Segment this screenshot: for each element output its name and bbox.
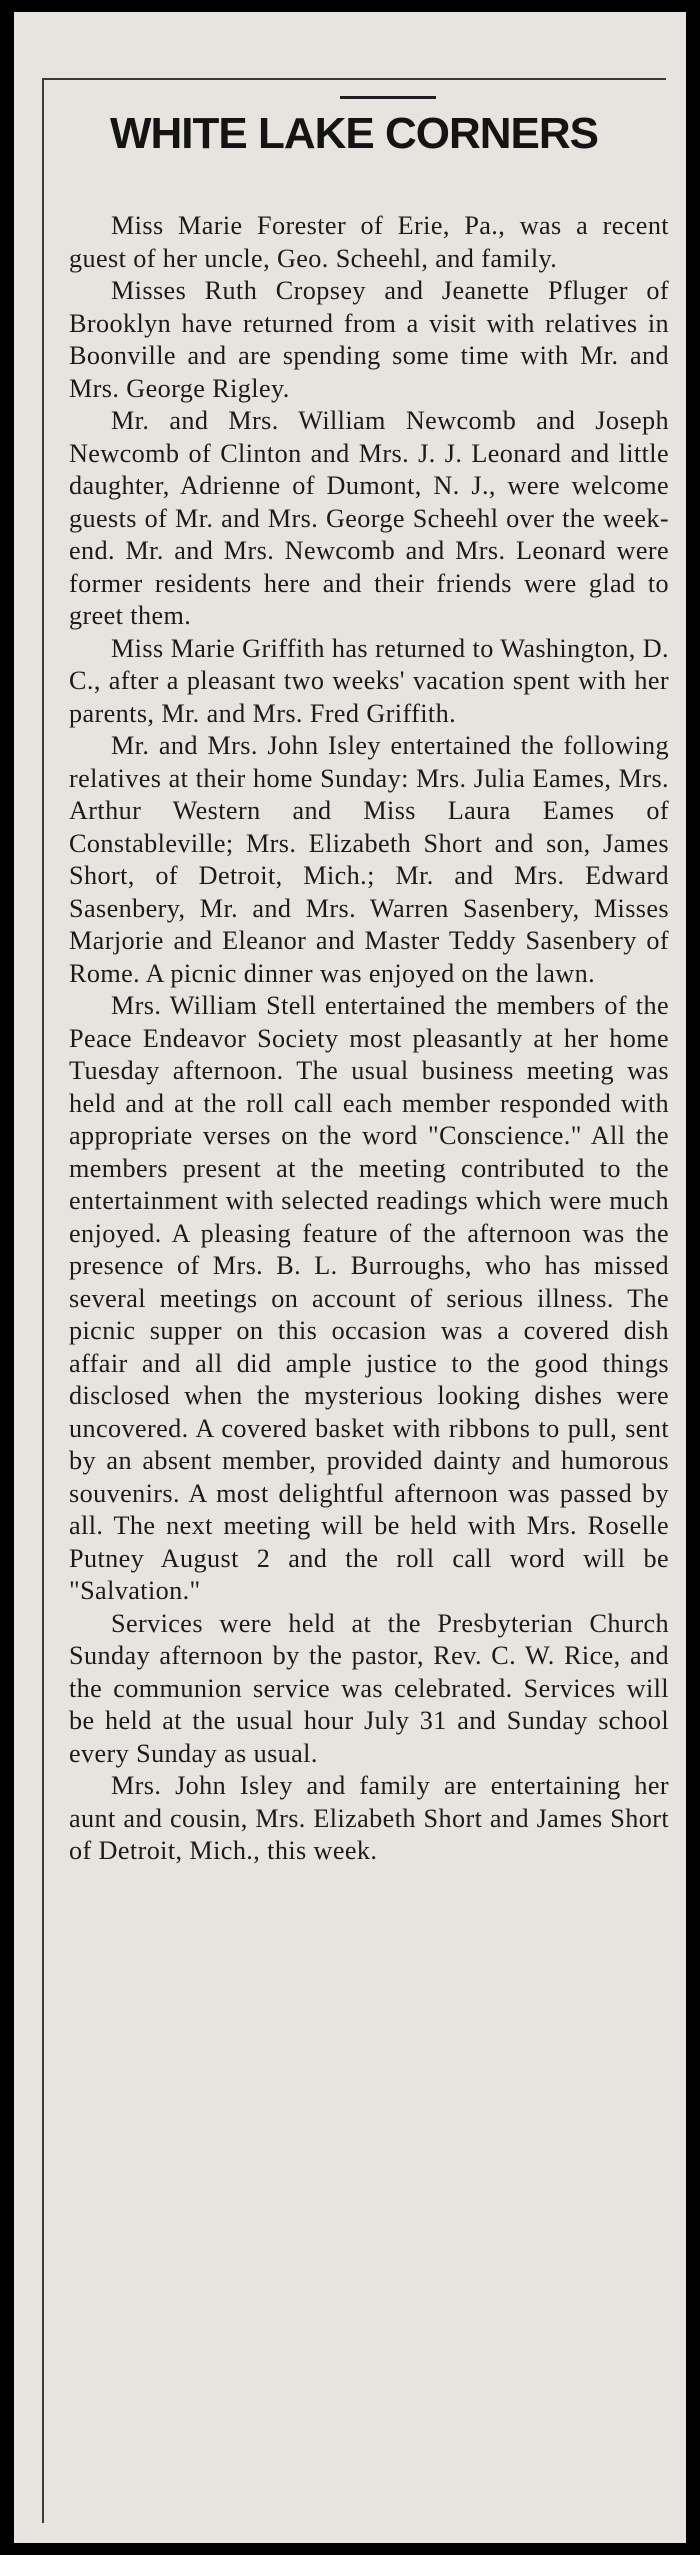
paragraph: Mr. and Mrs. John Isley entertained the following relatives at their home Sunday: Mrs. Julia Eames, Mrs. Arthur Western and Miss Laura Eames of Constableville; Mrs. Elizabeth Short and son, James Short, of Detroit, Mich.; Mr. and Mrs. Edward Sasenbery, Mr. and Mrs. Warren Sasenbery, Misses Marjorie and Eleanor and Master Teddy Sasenbery of Rome. A picnic dinner was enjoyed on the lawn. — [69, 731, 669, 988]
paragraph: Services were held at the Presbyterian Church Sunday afternoon by the pastor, Rev. C. W. Rice, and the communion service was celebrated. Services will be held at the usual hour July 31 and Sunday school every Sunday as usual. — [69, 1608, 669, 1768]
paragraph: Mrs. William Stell entertained the members of the Peace Endeavor Society most pleasantly at her home Tuesday afternoon. The usual business meeting was held and at the roll call each member responded with appropriate verses on the word "Conscience." All the members present at the meeting contributed to the entertainment with selected readings which were much enjoyed. A pleasing feature of the afternoon was the presence of Mrs. B. L. Burroughs, who has missed several meetings on account of serious illness. The picnic supper on this occasion was a covered dish affair and all did ample justice to the good things disclosed when the mysterious looking dishes were uncovered. A covered basket with ribbons to pull, sent by an absent member, provided dainty and humorous souvenirs. A most delightful afternoon was passed by all. The next meeting will be held with Mrs. Roselle Putney August 2 and the roll call word will be "Salvation." — [69, 991, 669, 1605]
paragraph: Miss Marie Forester of Erie, Pa., was a recent guest of her uncle, Geo. Scheehl, and family. — [69, 211, 669, 273]
paragraph: Mr. and Mrs. William Newcomb and Joseph Newcomb of Clinton and Mrs. J. J. Leonard and little daughter, Adrienne of Dumont, N. J., were welcome guests of Mr. and Mrs. George Scheehl over the week-end. Mr. and Mrs. Newcomb and Mrs. Leonard were former residents here and their friends were glad to greet them. — [69, 406, 669, 630]
paragraph: Mrs. John Isley and family are entertaining her aunt and cousin, Mrs. Elizabeth Short and James Short of Detroit, Mich., this week. — [69, 1771, 669, 1865]
headline-rule — [340, 96, 436, 99]
article-body — [69, 210, 669, 1868]
newspaper-clipping — [14, 12, 686, 2543]
paragraph: Misses Ruth Cropsey and Jeanette Pfluger of Brooklyn have returned from a visit with relatives in Boonville and are spending some time with Mr. and Mrs. George Rigley. — [69, 276, 669, 403]
article-headline: WHITE LAKE CORNERS — [110, 109, 598, 158]
paragraph: Miss Marie Griffith has returned to Washington, D. C., after a pleasant two weeks' vacation spent with her parents, Mr. and Mrs. Fred Griffith. — [69, 633, 669, 728]
